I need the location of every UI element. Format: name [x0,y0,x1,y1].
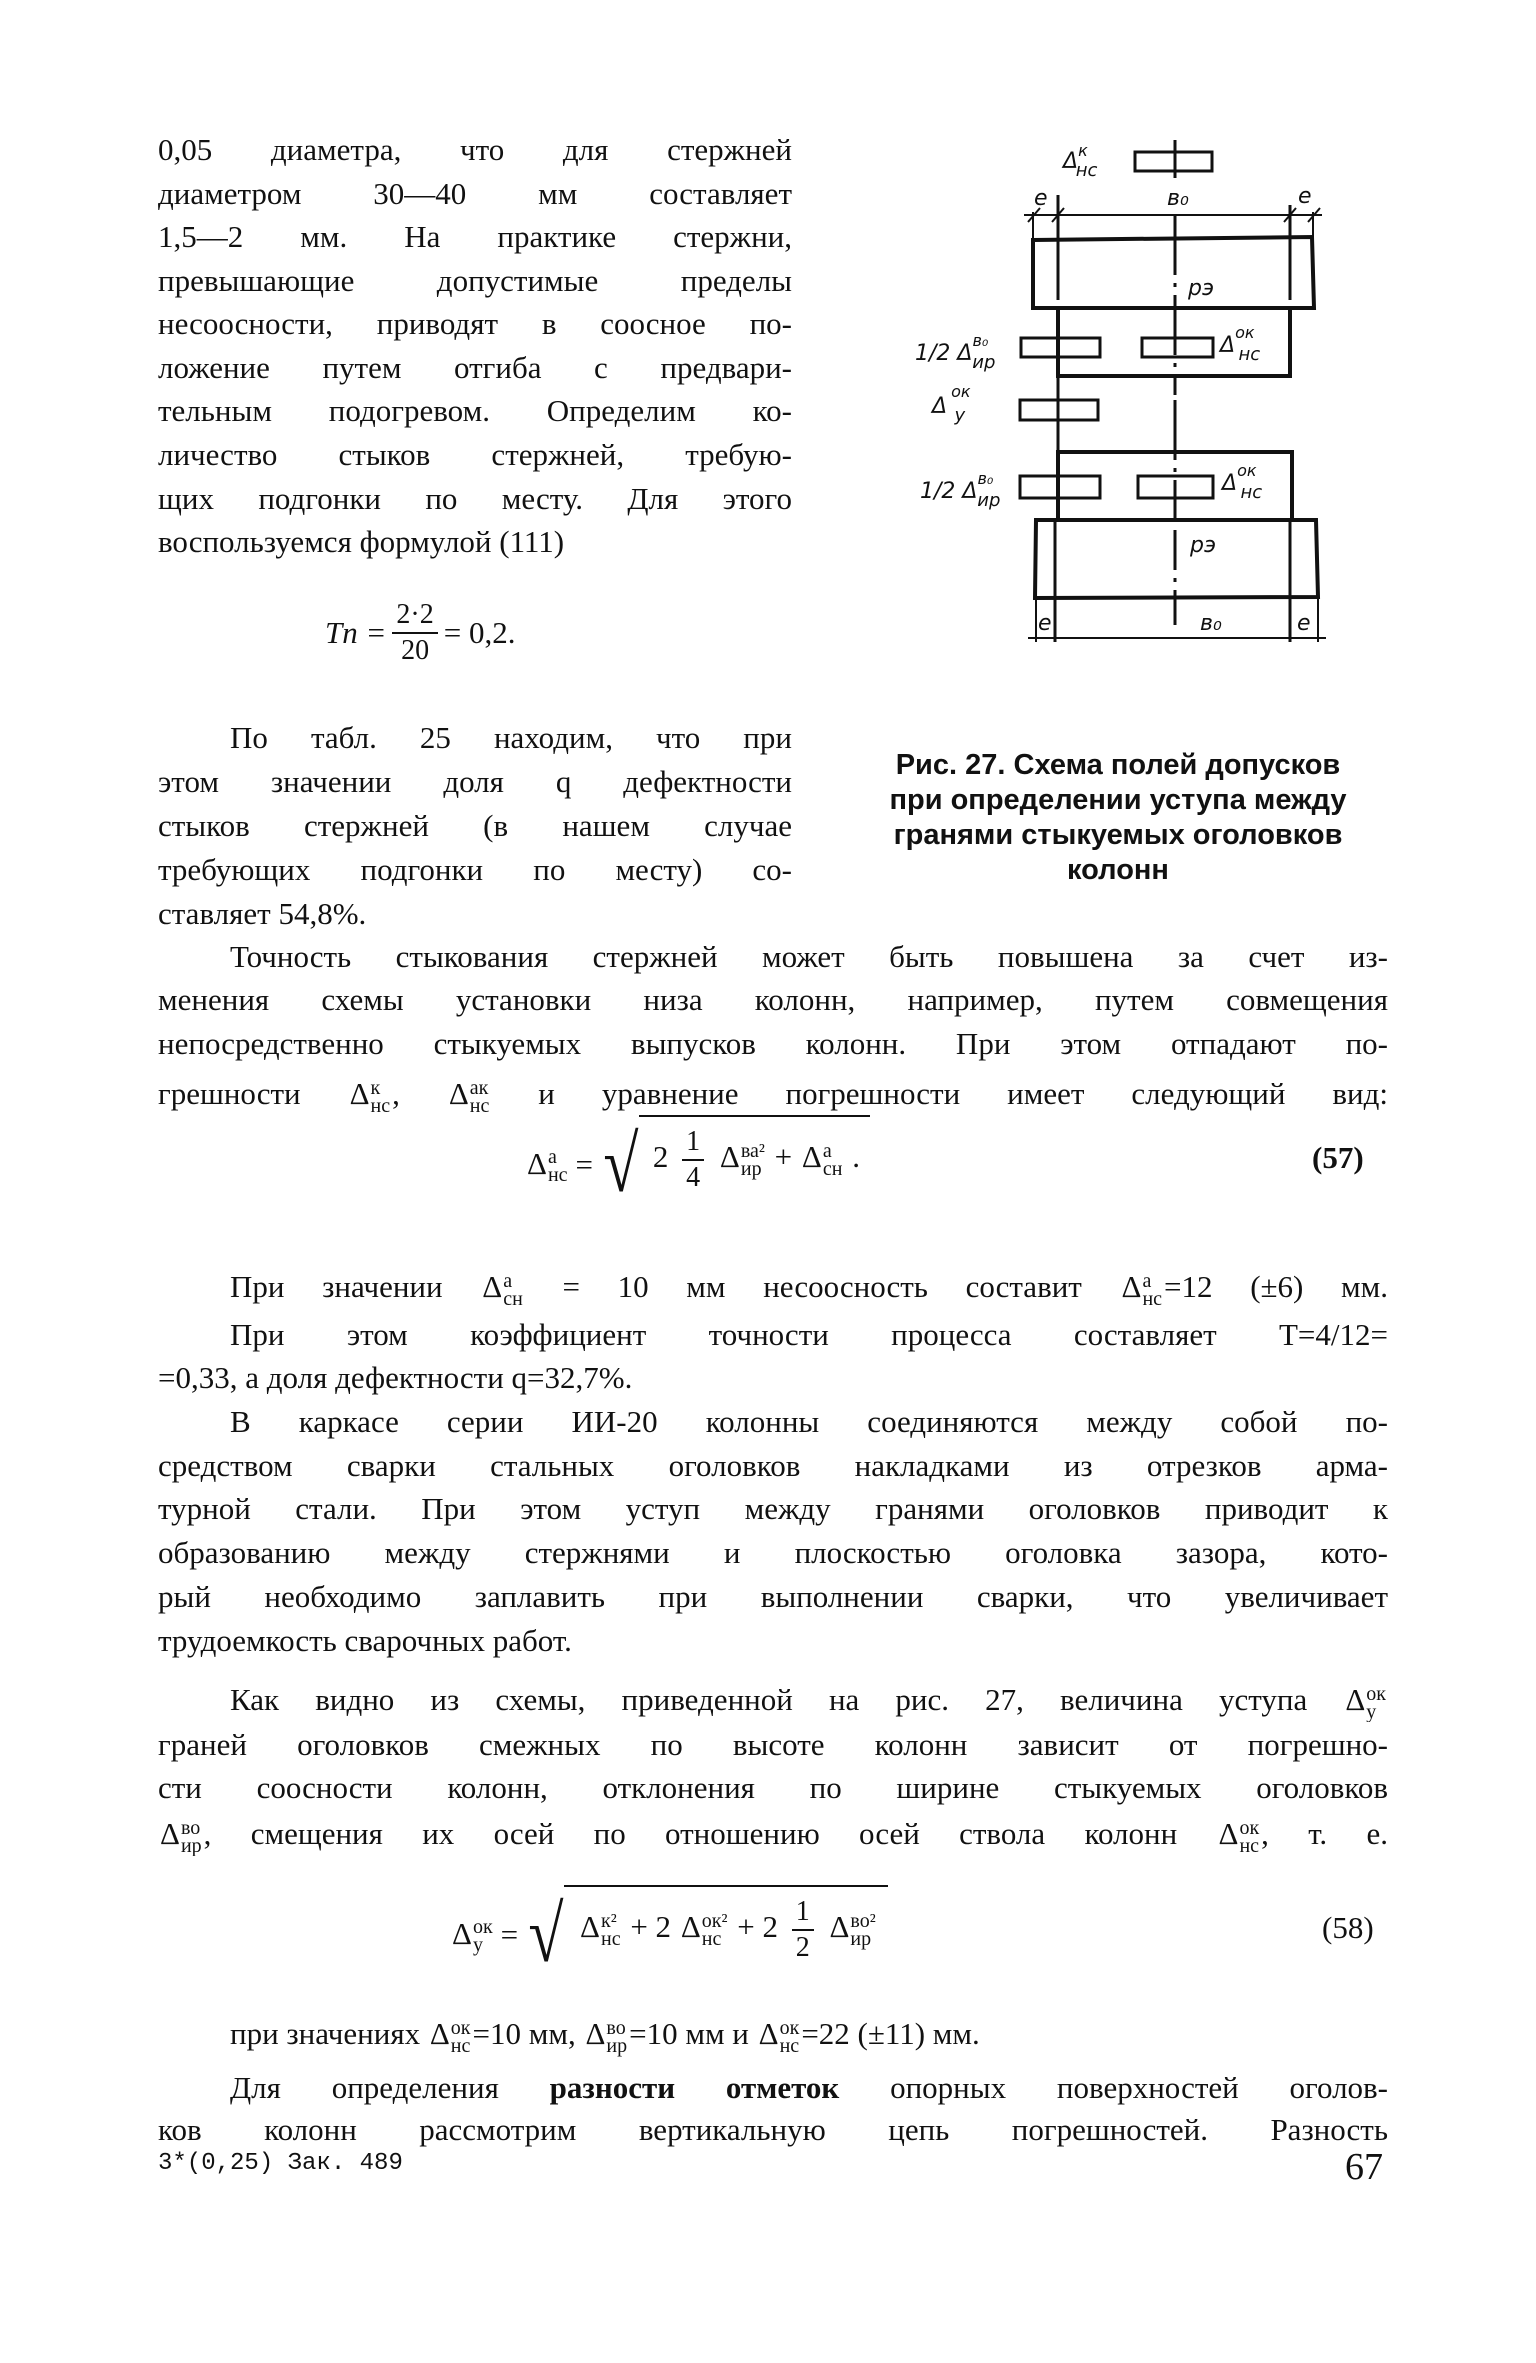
equation-number: (58) [1322,1910,1374,1945]
math-symbol: Δ ак нс [448,1076,490,1116]
math-symbol: Δ во ир [160,1816,202,1856]
figure-caption [848,748,1388,888]
text-line: рый необходимо заплавить при выполнении сварки, что увеличивает [158,1579,1388,1614]
denominator: 20 [401,635,430,666]
text-line: трудоемкость сварочных работ. [158,1623,572,1658]
math-symbol: Δ а сн [801,1139,843,1180]
text-line: граней оголовков смежных по высоте колонн зависит от погрешно- [158,1727,1388,1762]
text-line: По табл. 25 находим, что при [230,720,792,755]
formula-58 [450,1890,888,1980]
label-e: e [1298,184,1312,209]
text-line: Δ во ир , смещения их осей по отношению осей ствола колонн Δ ок нс , т. е. [158,1812,1388,1856]
tolerance-fields-diagram [0,0,1536,720]
equals-sign: = [500,1917,519,1952]
math-symbol: Δ ок² нс [680,1909,728,1950]
caption-line: колонн [1067,854,1169,886]
math-symbol: Δ а нс [527,1145,568,1187]
text-line: турной стали. При этом уступ между гранями оголовков приводит к [158,1491,1388,1526]
formula-term [718,1139,767,1180]
math-symbol: Δ а сн [482,1269,523,1309]
period: . [852,1139,860,1175]
label-half-delta-ir: 1/2 $\Delta^{в_0}$ ир [920,469,1001,511]
label-re: рэ [1188,276,1215,301]
text-line: непосредственно стыкуемых выпусков колонн. При этом отпадают по- [158,1026,1388,1061]
label-delta-ns-ok: $\Delta^{ок}$ нс [1222,461,1263,503]
math-symbol: Δ а нс [1121,1269,1163,1309]
coefficient: 2 [652,1139,669,1175]
text-line: 1,5—2 мм. На практике стержни, [158,219,792,254]
fraction [682,1125,704,1195]
formula-57 [525,1120,870,1210]
math-symbol: Δ ок нс [758,2016,800,2057]
square-root [599,1121,870,1209]
math-symbol: Δ ва² ир [719,1139,765,1180]
text-line: личество стыков стержней, требую- [158,437,792,472]
bold-text: разности отметок [549,2070,840,2105]
text-line: При значении Δ а сн = 10 мм несоосность составит Δ а нс =12 (±6) мм. [158,1265,1388,1309]
text-line: стыков стержней (в нашем случае [158,808,792,843]
math-symbol: Δ во² ир [829,1909,876,1950]
label-re: рэ [1190,533,1217,558]
text-line: ков колонн рассмотрим вертикальную цепь погрешностей. Разность [158,2112,1388,2147]
formula-term [525,1146,570,1185]
plus-sign: + [774,1139,793,1175]
math-symbol: Δ во ир [585,2016,628,2057]
math-symbol: Δ ок у [452,1915,493,1957]
operator: + 2 [630,1909,672,1945]
radicand [639,1115,870,1195]
label-e: e [1297,611,1311,636]
radical-sign: √ [528,1891,564,1979]
text-line: воспользуемся формулой (111) [158,524,565,559]
numerator: 1 [792,1895,814,1931]
text-line: диаметром 30—40 мм составляет [158,176,792,211]
square-root [524,1891,888,1979]
formula-term [827,1909,877,1950]
text-line: грешности Δ к нс , Δ ак нс и уравнение погрешности имеет следующий вид: [158,1072,1388,1116]
print-info: 3*(0,25) Зак. 489 [158,2150,403,2177]
label-half-delta-ir: 1/2 $\Delta^{в_0}$ ир [915,331,996,373]
label-e: e [1038,611,1052,636]
caption-line: гранями стыкуемых оголовков [893,819,1343,851]
formula-term [578,1909,623,1950]
text-line: тельным подогревом. Определим ко- [158,393,792,428]
math-symbol: Δ ок нс [1218,1816,1260,1856]
fraction [792,1895,814,1965]
label-delta-ns-k: $\Delta^к$ нс [1063,141,1098,181]
radicand [564,1885,888,1965]
math-symbol: Δ ок у [1345,1682,1386,1722]
formula-term [450,1916,495,1955]
text-line: образованию между стержнями и плоскостью оголовка зазора, кото- [158,1535,1388,1570]
equation-number: (57) [1312,1140,1364,1175]
text-line: При этом коэффициент точности процесса составляет Т=4/12= [230,1317,1388,1352]
text-line: средством сварки стальных оголовков накладками из отрезков арма- [158,1448,1388,1483]
caption-line: Рис. 27. Схема полей допусков [895,749,1341,781]
text-line: =0,33, а доля дефектности q=32,7%. [158,1360,633,1395]
radical-sign: √ [603,1121,639,1209]
math-symbol: Δ ок нс [429,2016,471,2057]
math-symbol: Δ к нс [349,1076,391,1116]
text-line: щих подгонки по месту. Для этого [158,481,792,516]
text-line: В каркасе серии ИИ-20 колонны соединяются между собой по- [230,1404,1388,1439]
operator: + 2 [737,1909,778,1945]
numerator: 2·2 [392,598,437,634]
text-line: Точность стыкования стержней может быть повышена за счет из- [230,939,1388,974]
text-line: при значениях Δ ок нс =10 мм, Δ во ир =10 мм и Δ ок нс =22 (±11) мм. [158,2012,1388,2056]
label-delta-y-ok: $\Delta^{ок}$ у [932,382,971,426]
text-line: Для определения разности отметок опорных поверхностей оголов- [230,2070,1388,2105]
text-line: требующих подгонки по месту) со- [158,852,792,887]
text-line: 0,05 диаметра, что для стержней [158,132,792,167]
caption-line: при определении уступа между [889,784,1347,816]
math-symbol: Δ к² нс [580,1909,621,1950]
text-line: менения схемы установки низа колонн, например, путем совмещения [158,982,1388,1017]
denominator: 2 [795,1932,810,1963]
text-line: этом значении доля q дефектности [158,764,792,799]
formula-term [679,1909,730,1950]
formula-lhs: Tп = [325,615,387,650]
page-number: 67 [1345,2146,1383,2188]
label-delta-ns-ok: $\Delta^{ок}$ нс [1220,323,1261,365]
text-line: превышающие допустимые пределы [158,263,792,298]
label-b0: в₀ [1167,186,1189,211]
numerator: 1 [682,1125,704,1161]
text-line: Как видно из схемы, приведенной на рис. 27, величина уступа Δ ок у [158,1678,1388,1722]
text-line: несоосности, приводят в соосное по- [158,306,792,341]
label-b0: в₀ [1200,611,1222,636]
formula-rhs: = 0,2. [443,615,516,650]
text-line: сти соосности колонн, отклонения по ширине стыкуемых оголовков [158,1770,1388,1805]
formula-term [800,1139,845,1180]
text-line: ставляет 54,8%. [158,896,367,931]
denominator: 4 [686,1162,701,1193]
label-e: e [1034,186,1048,211]
equals-sign: = [575,1147,594,1182]
text-line: ложение путем отгиба с предвари- [158,350,792,385]
